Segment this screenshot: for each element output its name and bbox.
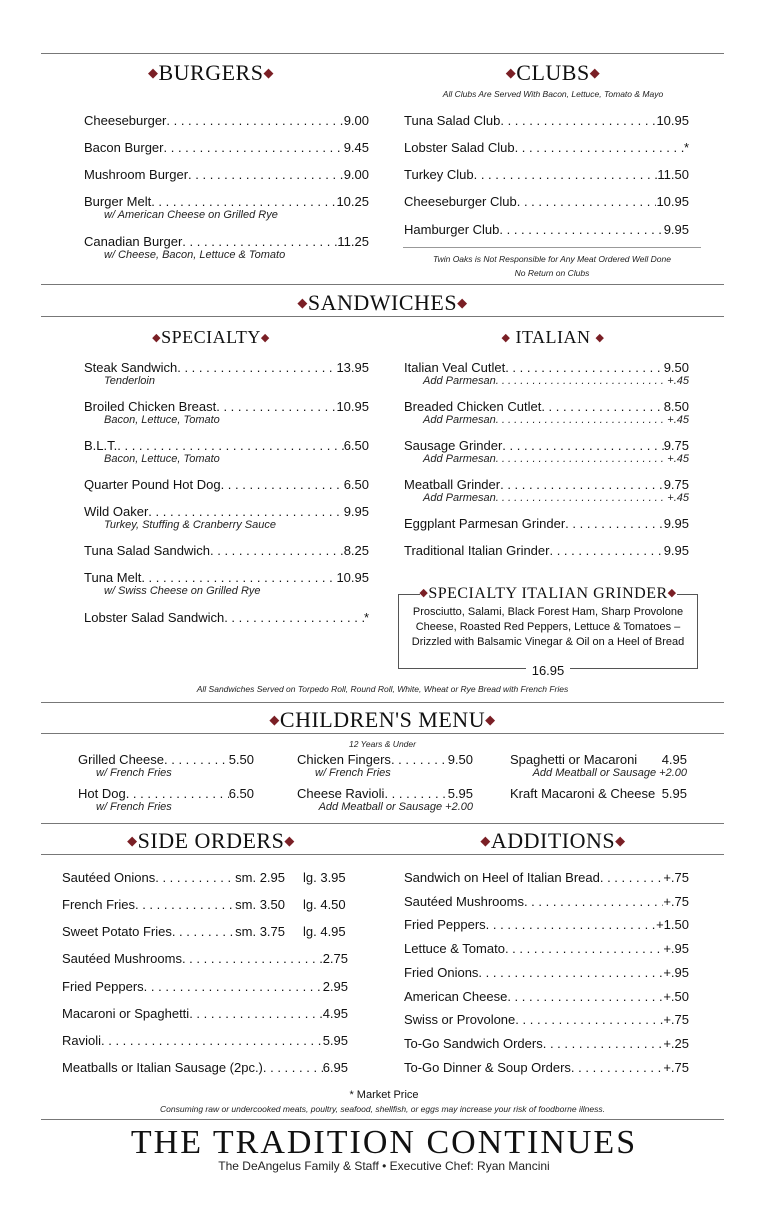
children-rule-top [41, 702, 724, 703]
item-price: 4.95 [322, 1006, 348, 1021]
item-name: Breaded Chicken Cutlet [404, 399, 542, 414]
item-price: 9.50 [447, 752, 473, 767]
menu-item [84, 167, 369, 182]
footer-credits: The DeAngelus Family & Staff • Executive Chef: Ryan Mancini [218, 1159, 550, 1173]
menu-item [404, 140, 689, 155]
kids-item [78, 752, 254, 767]
dot-leader [263, 1060, 323, 1075]
item-name: To-Go Dinner & Soup Orders [404, 1059, 571, 1075]
dot-leader [210, 543, 344, 558]
sandwiches-heading: ◆SANDWICHES◆ [297, 290, 468, 315]
item-name: Meatball Grinder [404, 477, 501, 492]
item-price: 8.25 [343, 543, 369, 558]
item-price: 6.95 [322, 1060, 348, 1075]
menu-item [84, 113, 369, 128]
grinder-line-3: Drizzled with Balsamic Vinegar & Oil on a Heel of Bread [411, 636, 685, 648]
grinder-title: ◆SPECIALTY ITALIAN GRINDER◆ [419, 585, 677, 602]
children-heading: ◆CHILDREN'S MENU◆ [269, 707, 496, 732]
item-description: w/ French Fries [96, 767, 172, 779]
dot-leader [500, 113, 656, 128]
italian-subheading: ◆ ITALIAN ◆ [501, 327, 605, 347]
kids-item [510, 786, 687, 801]
item-description: w/ American Cheese on Grilled Rye [104, 209, 278, 221]
item-name: B.L.T. [84, 438, 118, 453]
dot-leader [101, 1033, 323, 1048]
specialty-subheading: ◆SPECIALTY◆ [152, 327, 270, 347]
item-price: 11.25 [337, 234, 369, 249]
item-name: Swiss or Provolone [404, 1012, 516, 1028]
addon-name: Add Parmesan [423, 453, 496, 465]
item-name: Mushroom Burger [84, 167, 189, 182]
side-item [62, 870, 285, 885]
dot-leader [224, 610, 364, 625]
item-price: 5.50 [228, 752, 254, 767]
menu-item [404, 477, 689, 492]
addition-item [404, 870, 689, 885]
item-price: 6.50 [343, 477, 369, 492]
dot-leader [496, 453, 668, 465]
item-price: +.75 [663, 870, 689, 885]
dot-leader [571, 1060, 663, 1075]
item-name: Burger Melt [84, 194, 152, 209]
dot-leader [221, 477, 344, 492]
item-price: 10.25 [336, 194, 369, 209]
kids-item [297, 786, 473, 801]
dot-leader [166, 113, 343, 128]
sandwiches-rule-top [41, 284, 724, 285]
menu-item [84, 610, 369, 625]
dot-leader [182, 951, 323, 966]
dot-leader [507, 989, 663, 1004]
item-price: sm. 3.75 [235, 924, 285, 939]
item-name: Wild Oaker [84, 504, 149, 519]
additions-heading: ◆ADDITIONS◆ [480, 828, 626, 853]
dot-leader [164, 752, 229, 767]
item-price: 10.95 [336, 399, 369, 414]
dot-leader [600, 870, 663, 885]
footer-rule [41, 1119, 724, 1120]
dot-leader [549, 543, 663, 558]
item-name: Tuna Salad Sandwich [84, 543, 210, 558]
item-name: Turkey Club [404, 167, 474, 182]
item-description: Tenderloin [104, 375, 155, 387]
dot-leader [155, 870, 235, 885]
menu-item [404, 360, 689, 375]
item-price: 11.50 [657, 167, 689, 182]
dot-leader [148, 504, 343, 519]
menu-item [84, 140, 369, 155]
item-name: Macaroni or Spaghetti [62, 1006, 190, 1021]
menu-item [404, 113, 689, 128]
clubs-note: All Clubs Are Served With Bacon, Lettuce, Tomato & Mayo [442, 89, 664, 99]
item-price: sm. 2.95 [235, 870, 285, 885]
item-price: +1.50 [656, 917, 689, 933]
item-name: Canadian Burger [84, 234, 183, 249]
item-name: Hot Dog [78, 786, 126, 801]
children-note: 12 Years & Under [349, 739, 416, 749]
addition-item [404, 989, 689, 1004]
addon-price: +.45 [667, 453, 689, 465]
menu-item [84, 504, 369, 519]
menu-item [404, 222, 689, 237]
side-item [62, 1033, 348, 1048]
item-description: Add Meatball or Sausage +2.00 [318, 801, 473, 813]
item-price: * [683, 140, 689, 155]
menu-item [84, 570, 369, 585]
dot-leader [502, 438, 663, 453]
side-item [62, 924, 285, 939]
item-price: 2.95 [322, 979, 348, 994]
item-name: Sausage Grinder [404, 438, 503, 453]
dot-leader [524, 894, 663, 909]
menu-item [404, 438, 689, 453]
top-rule [41, 53, 724, 54]
grinder-description [398, 605, 698, 650]
addon-name: Add Parmesan [423, 375, 496, 387]
item-name: Sautéed Onions [62, 870, 156, 885]
side-item [62, 1060, 348, 1075]
item-name: Sautéed Mushrooms [404, 893, 524, 909]
dot-leader [505, 941, 663, 956]
item-price: 6.50 [228, 786, 254, 801]
item-price: 9.95 [663, 516, 689, 531]
item-name: Traditional Italian Grinder [404, 543, 550, 558]
item-price: +.75 [663, 1059, 689, 1075]
item-price: 9.00 [343, 113, 369, 128]
dot-leader [182, 234, 337, 249]
item-price: 5.95 [322, 1033, 348, 1048]
item-price: 9.00 [343, 167, 369, 182]
dot-leader [172, 924, 235, 939]
dot-leader [391, 752, 448, 767]
dot-leader [216, 399, 336, 414]
addon-name: Add Parmesan [423, 414, 496, 426]
menu-item [404, 194, 689, 209]
dot-leader [515, 140, 684, 155]
item-price: +.25 [663, 1035, 689, 1051]
dot-leader [486, 917, 656, 932]
item-name: Cheeseburger Club [404, 194, 517, 209]
addon-price: +.45 [667, 414, 689, 426]
side-item [62, 951, 348, 966]
item-name: American Cheese [404, 988, 508, 1004]
menu-item [84, 234, 369, 249]
market-price-note: * Market Price [349, 1089, 419, 1101]
menu-item [404, 543, 689, 558]
item-name: Ravioli [62, 1033, 102, 1048]
item-price: 5.95 [447, 786, 473, 801]
dot-leader [496, 492, 668, 504]
item-description: Bacon, Lettuce, Tomato [104, 414, 220, 426]
item-price: +.95 [663, 941, 689, 957]
sides-heading: ◆SIDE ORDERS◆ [127, 828, 295, 853]
item-price: 9.95 [663, 543, 689, 558]
item-name: To-Go Sandwich Orders [404, 1035, 543, 1051]
children-rule-bottom [41, 733, 724, 734]
item-name: Cheese Ravioli [297, 786, 385, 801]
item-price: 8.50 [663, 399, 689, 414]
item-price: 10.95 [656, 113, 689, 128]
dot-leader [496, 375, 668, 387]
dot-leader [144, 979, 323, 994]
item-name: Sweet Potato Fries [62, 924, 172, 939]
foodborne-warning: Consuming raw or undercooked meats, poultry, seafood, shellfish, or eggs may increase your risk of foodborne illness. [160, 1104, 605, 1114]
item-price: 10.95 [336, 570, 369, 585]
item-name: Meatballs or Italian Sausage (2pc.) [62, 1060, 263, 1075]
item-name: Hamburger Club [404, 222, 500, 237]
item-name: Fried Peppers [404, 917, 486, 933]
item-name: Tuna Salad Club [404, 113, 501, 128]
side-item [62, 1006, 348, 1021]
item-price: 10.95 [656, 194, 689, 209]
menu-item [84, 360, 369, 375]
menu-item [84, 543, 369, 558]
dot-leader [474, 167, 658, 182]
large-price: lg. 3.95 [303, 870, 346, 885]
dot-leader [141, 570, 336, 585]
addition-item [404, 965, 689, 980]
item-name: Cheeseburger [84, 113, 167, 128]
addon-name: Add Parmesan [423, 492, 496, 504]
menu-item [84, 438, 369, 453]
item-description: w/ Cheese, Bacon, Lettuce & Tomato [104, 249, 286, 261]
menu-item [404, 399, 689, 414]
dot-leader [177, 360, 336, 375]
kids-item [78, 786, 254, 801]
addition-item [404, 1036, 689, 1051]
item-price: +.75 [663, 1012, 689, 1028]
item-name: Eggplant Parmesan Grinder [404, 516, 566, 531]
item-price: 9.50 [663, 360, 689, 375]
dot-leader [151, 194, 336, 209]
sides-rule-bottom [41, 854, 724, 855]
item-price: * [363, 610, 369, 625]
item-description: w/ French Fries [315, 767, 391, 779]
dot-leader [499, 222, 663, 237]
grinder-line-2: Cheese, Roasted Red Peppers, Lettuce & Tomatoes – [415, 621, 681, 633]
menu-item [404, 167, 689, 182]
addon-row [423, 414, 689, 426]
dot-leader [117, 438, 343, 453]
addon-row [423, 453, 689, 465]
dot-leader [515, 1012, 663, 1027]
sides-rule-top [41, 823, 724, 824]
item-price: 4.95 [661, 752, 687, 767]
item-description: w/ Swiss Cheese on Grilled Rye [104, 585, 261, 597]
item-name: Tuna Melt [84, 570, 142, 585]
item-price: 13.95 [336, 360, 369, 375]
item-name: Fried Onions [404, 964, 479, 980]
addition-item [404, 941, 689, 956]
item-price: 2.75 [322, 951, 348, 966]
item-price: 6.50 [343, 438, 369, 453]
item-name: Chicken Fingers [297, 752, 391, 767]
item-name: Bacon Burger [84, 140, 164, 155]
item-name: Sautéed Mushrooms [62, 951, 182, 966]
item-description: w/ French Fries [96, 801, 172, 813]
addition-item [404, 894, 689, 909]
dot-leader [384, 786, 447, 801]
kids-item [297, 752, 473, 767]
item-name: Italian Veal Cutlet [404, 360, 506, 375]
item-price: 9.95 [663, 222, 689, 237]
item-description: Turkey, Stuffing & Cranberry Sauce [104, 519, 276, 531]
dot-leader [543, 1036, 664, 1051]
item-name: Quarter Pound Hot Dog [84, 477, 221, 492]
item-price: sm. 3.50 [235, 897, 285, 912]
item-price: 9.75 [663, 477, 689, 492]
item-name: Kraft Macaroni & Cheese [510, 786, 656, 801]
side-item [62, 897, 285, 912]
item-price: 9.45 [343, 140, 369, 155]
addition-item [404, 1012, 689, 1027]
dot-leader [135, 897, 235, 912]
clubs-disclaimer-1: Twin Oaks is Not Responsible for Any Meat Ordered Well Done [433, 254, 671, 264]
addon-row [423, 492, 689, 504]
side-item [62, 979, 348, 994]
addon-row [423, 375, 689, 387]
item-name: Lettuce & Tomato [404, 941, 505, 957]
addition-item [404, 1060, 689, 1075]
kids-item [510, 752, 687, 767]
grinder-line-1: Prosciutto, Salami, Black Forest Ham, Sharp Provolone [412, 606, 684, 618]
clubs-heading: ◆CLUBS◆ [505, 60, 601, 85]
dot-leader [189, 1006, 323, 1021]
dot-leader [188, 167, 344, 182]
clubs-divider [403, 247, 701, 248]
item-name: Spaghetti or Macaroni [510, 752, 638, 767]
clubs-disclaimer-2: No Return on Clubs [514, 268, 590, 278]
item-name: Fried Peppers [62, 979, 144, 994]
addon-price: +.45 [667, 375, 689, 387]
large-price: lg. 4.95 [303, 924, 346, 939]
item-name: Steak Sandwich [84, 360, 178, 375]
dot-leader [505, 360, 664, 375]
item-description: Add Meatball or Sausage +2.00 [532, 767, 687, 779]
addition-item [404, 917, 689, 932]
dot-leader [126, 786, 229, 801]
item-price: +.95 [663, 964, 689, 980]
item-name: Grilled Cheese [78, 752, 164, 767]
burgers-heading: ◆BURGERS◆ [148, 60, 274, 85]
dot-leader [517, 194, 657, 209]
item-price: +.50 [663, 988, 689, 1004]
item-name: Broiled Chicken Breast [84, 399, 217, 414]
dot-leader [565, 516, 664, 531]
item-price: 9.95 [343, 504, 369, 519]
menu-item [84, 399, 369, 414]
menu-item [84, 477, 369, 492]
sandwiches-note: All Sandwiches Served on Torpedo Roll, Round Roll, White, Wheat or Rye Bread with French Fries [196, 684, 569, 694]
menu-item [84, 194, 369, 209]
item-name: Lobster Salad Sandwich [84, 610, 225, 625]
item-price: 9.75 [663, 438, 689, 453]
item-description: Bacon, Lettuce, Tomato [104, 453, 220, 465]
menu-item [404, 516, 689, 531]
item-name: Sandwich on Heel of Italian Bread [404, 870, 600, 885]
dot-leader [478, 965, 663, 980]
item-price: +.75 [663, 893, 689, 909]
item-name: Lobster Salad Club [404, 140, 515, 155]
grinder-price: 16.95 [398, 663, 698, 678]
dot-leader [164, 140, 344, 155]
item-name: French Fries [62, 897, 135, 912]
dot-leader [541, 399, 663, 414]
large-price: lg. 4.50 [303, 897, 346, 912]
dot-leader [496, 414, 668, 426]
addon-price: +.45 [667, 492, 689, 504]
item-price: 5.95 [661, 786, 687, 801]
dot-leader [500, 477, 664, 492]
footer-title: THE TRADITION CONTINUES [130, 1124, 638, 1161]
sandwiches-rule-bottom [41, 316, 724, 317]
